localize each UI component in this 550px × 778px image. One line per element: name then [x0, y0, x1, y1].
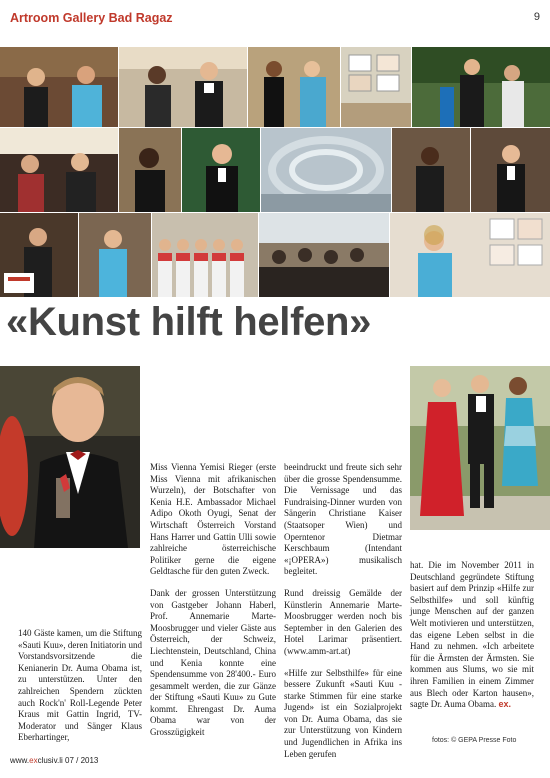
paragraph: «Hilfe zur Selbsthilfe» für eine bessere Zukunft «Sauti Kuu - starke Stimmen für eine starke Jugend» ist ein Sozialprojekt von Dr. Auma Obama, das sie zur Unterstützung von Kindern und Jugendlichen in Afrika ins Leben gerufen — [284, 667, 402, 759]
website-link[interactable] — [10, 756, 63, 765]
paragraph: 140 Gäste kamen, um die Stiftung «Sauti Kuu», deren Initiatorin und Vorstandsvorsitzende die Kenianerin Dr. Auma Obama ist, zu unterstützen. Unter den zahlreichen Spendern zückten auch Rock'n' Roll-Legende Peter Kraus mit Gattin Ingrid, TV-Moderator und Sänger Klaus Eberhartinger, — [18, 628, 142, 743]
event-photo — [0, 47, 118, 127]
portrait-photo — [0, 366, 140, 548]
event-photo — [182, 128, 260, 212]
paragraph: Miss Vienna Yemisi Rieger (erste Miss Vienna mit afrikanischen Wurzeln), der Botschafter von Kenia H.E. Ambassador Michael Adipo Okoth Oyugi, Senat der Wirtschaft Österreich Vorstand Hans Harrer und Gattin Ulli sowie zahlreiche österreichische Politiker gerne die eigene Geldtasche für den guten Zweck. — [150, 462, 276, 577]
paragraph: Dank der grossen Unterstützung von Gastgeber Johann Haberl, Prof. Annemarie Marte-Moosbrugger und vieler Gäste aus Österreich, der Schweiz, Liechtenstein, Deutschland, China und Kenia konnte eine Spendensumme von 28'400.- Euro gesammelt werden, die zur Gänze der Stiftung «Sauti Kuu» zu Gute kommt. Ehrengast Dr. Auma Obama war von der Grosszügigkeit — [150, 587, 276, 738]
paragraph: Rund dreissig Gemälde der Künstlerin Annemarie Marte-Moosbrugger werden noch bis September in den Galerien des Hotel Larimar präsentiert. (www.amm-art.at) — [284, 587, 402, 656]
article-column-3 — [284, 462, 402, 770]
event-photo — [119, 128, 181, 212]
photo-collage — [0, 47, 550, 297]
author-signature: ex. — [498, 699, 511, 710]
paragraph-text: hat. Die im November 2011 in Deutschland gegründete Stiftung basiert auf dem Prinzip «Hilfe zur Selbsthilfe» und soll künftig junge Menschen auf der ganzen Welt motivieren und unterstützen, das eigene Leben selbst in die Hand zu nehmen. «Ich arbeitete für die Ärmsten der Ärmsten. Sie kommen aus Slums, wo sie mit ihren Familien in einem Zimmer aus Blech oder Karton hausen», sagte Dr. Auma Obama. — [410, 560, 534, 710]
site-suffix: clusiv.li — [37, 756, 63, 765]
event-photo — [259, 213, 389, 297]
site-accent: ex — [29, 756, 38, 765]
event-photo — [412, 47, 550, 127]
article-column-1 — [18, 628, 142, 754]
event-photo — [261, 128, 391, 212]
event-photo — [119, 47, 247, 127]
issue-number: 07 / 2013 — [65, 756, 99, 765]
section-title: Artroom Gallery Bad Ragaz — [10, 11, 173, 25]
event-photo — [0, 213, 78, 297]
page-header — [10, 8, 540, 32]
article-column-2 — [150, 462, 276, 749]
site-prefix: www. — [10, 756, 30, 765]
paragraph — [410, 560, 534, 711]
group-photo — [410, 366, 550, 530]
photo-credit: fotos: © GEPA Presse Foto — [432, 737, 517, 744]
article-column-4 — [410, 560, 534, 721]
paragraph: beeindruckt und freute sich sehr über die grosse Spendensumme. Die Vernissage und das Fundraising-Dinner wurden von Sängerin Christiane Kaiser (Staatsoper Wien) und Operntenor Dietmar Kerschbaum (Intendant «¡OPERA») musikalisch begleitet. — [284, 462, 402, 577]
page-footer — [10, 756, 540, 772]
event-photo — [341, 47, 411, 127]
event-photo — [0, 128, 118, 212]
event-photo — [471, 128, 550, 212]
page-number: 9 — [533, 11, 540, 23]
event-photo — [79, 213, 151, 297]
event-photo — [248, 47, 340, 127]
event-photo — [390, 213, 550, 297]
event-photo — [392, 128, 470, 212]
event-photo — [152, 213, 258, 297]
article-headline: «Kunst hilft helfen» — [6, 300, 372, 344]
